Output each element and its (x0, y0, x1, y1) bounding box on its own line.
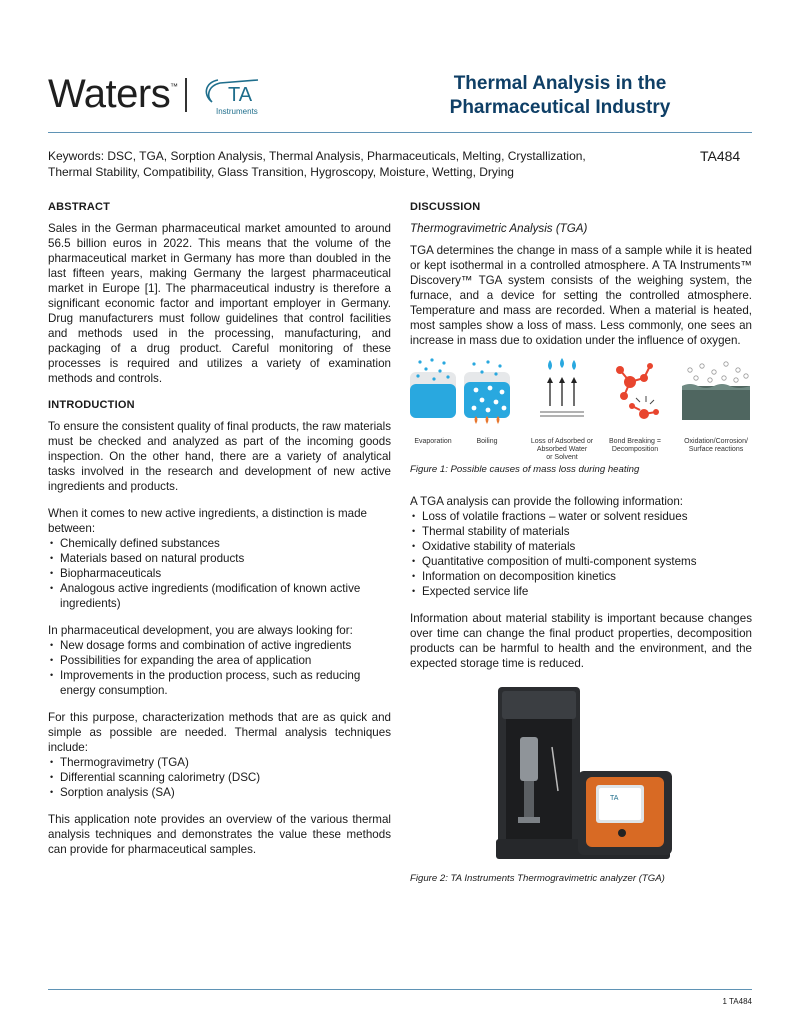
list-item: • Chemically defined substances (48, 536, 391, 551)
list-item: • Thermogravimetry (TGA) (48, 755, 391, 770)
figure-1-caption: Figure 1: Possible causes of mass loss during heating (410, 464, 640, 475)
ta-instruments-logo (198, 74, 278, 118)
discussion-paragraph-3: Information about material stability is important because changes over time can change the final product properties, decomposition products can be harmful to health and the environment, and the expected storage time is reduced. (410, 612, 752, 670)
document-id: TA484 (700, 148, 741, 164)
label-line: or Solvent (546, 454, 578, 461)
label-evaporation: Evaporation (414, 438, 452, 445)
label-bond-breaking (600, 438, 670, 454)
page-number: 1 TA484 (722, 997, 752, 1006)
introduction-heading: INTRODUCTION (48, 399, 135, 411)
substance-list (48, 536, 391, 611)
document-title (360, 72, 760, 120)
tga-subheading: Thermogravimetric Analysis (TGA) (410, 222, 588, 235)
list-item: • Oxidative stability of materials (410, 539, 752, 554)
discussion-heading: DISCUSSION (410, 201, 481, 213)
list-item: • Biopharmaceuticals (48, 566, 391, 581)
footer-divider (48, 989, 752, 990)
label-line: Decomposition (611, 446, 659, 453)
label-line: Loss of Adsorbed or (530, 438, 594, 445)
discussion-paragraph-1: TGA determines the change in mass of a sample while it is heated or kept isothermal in a controlled atmosphere. A TA Instruments™ Discovery™ TGA system consists of the weighing system, the furnace, and a device for setting the controlled atmosphere. Temperature and mass are recorded. When a material is heated, most samples show a loss of mass. Less commonly, one sees an increase in mass due to oxidation under the influence of oxygen. (410, 244, 752, 347)
list-item: • New dosage forms and combination of active ingredients (48, 638, 391, 653)
list-item: • Expected service life (410, 584, 752, 599)
header (0, 0, 800, 135)
label-loss-of-water (522, 438, 602, 462)
waters-logo-text: Waters (48, 72, 171, 116)
bond-breaking-icon (616, 363, 659, 419)
intro-paragraph-5: This application note provides an overview of the various thermal analysis techniques and demonstrates the value these methods can provide for pharmaceutical samples. (48, 813, 391, 856)
label-boiling: Boiling (476, 438, 498, 445)
logo-separator (185, 78, 187, 112)
keywords-line-1: Keywords: DSC, TGA, Sorption Analysis, Thermal Analysis, Pharmaceuticals, Melting, Crystallization, (48, 149, 586, 163)
adsorbed-water-icon (540, 358, 584, 416)
abstract-heading: ABSTRACT (48, 201, 111, 213)
figure-2-caption: Figure 2: TA Instruments Thermogravimetric analyzer (TGA) (410, 873, 665, 884)
techniques-list (48, 755, 391, 800)
list-item: • Sorption analysis (SA) (48, 785, 391, 800)
list-item: • Possibilities for expanding the area of application (48, 653, 391, 668)
list-item: • Quantitative composition of multi-component systems (410, 554, 752, 569)
intro-paragraph-3: In pharmaceutical development, you are always looking for: (48, 624, 353, 637)
title-line-1: Thermal Analysis in the (453, 73, 667, 94)
right-column (410, 200, 752, 885)
list-item: • Information on decomposition kinetics (410, 569, 752, 584)
left-column (48, 200, 391, 857)
label-line: Surface reactions (688, 446, 744, 453)
label-line: Bond Breaking = (609, 438, 661, 445)
oxidation-icon (682, 362, 750, 420)
keywords-line-2: Thermal Stability, Compatibility, Glass Transition, Hygroscopy, Moisture, Wetting, Drying (48, 165, 514, 179)
instrument-screen-logo: TA (610, 795, 619, 802)
evaporation-icon (410, 358, 456, 418)
list-item: • Loss of volatile fractions – water or solvent residues (410, 509, 752, 524)
ta-logo-text: TA (228, 84, 253, 106)
keywords (48, 148, 608, 180)
development-goals-list (48, 638, 391, 698)
title-line-2: Pharmaceutical Industry (449, 97, 671, 118)
label-line: Oxidation/Corrosion/ (684, 438, 748, 445)
trademark-symbol: ™ (170, 82, 178, 91)
list-item: • Thermal stability of materials (410, 524, 752, 539)
list-item: • Analogous active ingredients (modification of known active ingredients) (48, 581, 391, 611)
tga-info-list (410, 509, 752, 599)
intro-paragraph-2: When it comes to new active ingredients, a distinction is made between: (48, 507, 367, 535)
intro-paragraph-1: To ensure the consistent quality of final products, the raw materials must be checked and analyzed as part of the incoming goods inspection. On the other hand, there are a variety of analytical tasks involved in the research and development of new active ingredients and products. (48, 420, 391, 493)
abstract-text: Sales in the German pharmaceutical market amounted to around 56.5 billion euros in 2022. This means that the volume of the pharmaceutical market in Germany has more than doubled in the last fifteen years, making Germany the largest pharmaceutical market in Europe [1]. The pharmaceutical industry is therefore a significant economic factor and important employer in Germany. Drug manufacturers must follow guidelines that control facilities and methods used in the processing, manufacturing, and packaging of a drug product. Careful monitoring of these processes is required and utilizes a variety of examination methods and controls. (48, 222, 391, 385)
figure-2-tga-instrument (410, 681, 752, 861)
mass-loss-illustration (410, 358, 752, 434)
figure-1-mass-loss (410, 358, 752, 461)
boiling-icon (464, 360, 510, 424)
label-line: Absorbed Water (536, 446, 588, 453)
intro-paragraph-4: For this purpose, characterization methods that are as quick and simple as possible are needed. Thermal analysis techniques include: (48, 711, 391, 754)
label-oxidation (678, 438, 754, 454)
tga-instrument-image (410, 681, 752, 861)
discussion-paragraph-2: A TGA analysis can provide the following information: (410, 495, 684, 508)
list-item: • Improvements in the production process, such as reducing energy consumption. (48, 668, 391, 698)
header-divider (48, 132, 752, 133)
list-item: • Differential scanning calorimetry (DSC) (48, 770, 391, 785)
list-item: • Materials based on natural products (48, 551, 391, 566)
ta-logo-subtext: Instruments (216, 107, 258, 116)
